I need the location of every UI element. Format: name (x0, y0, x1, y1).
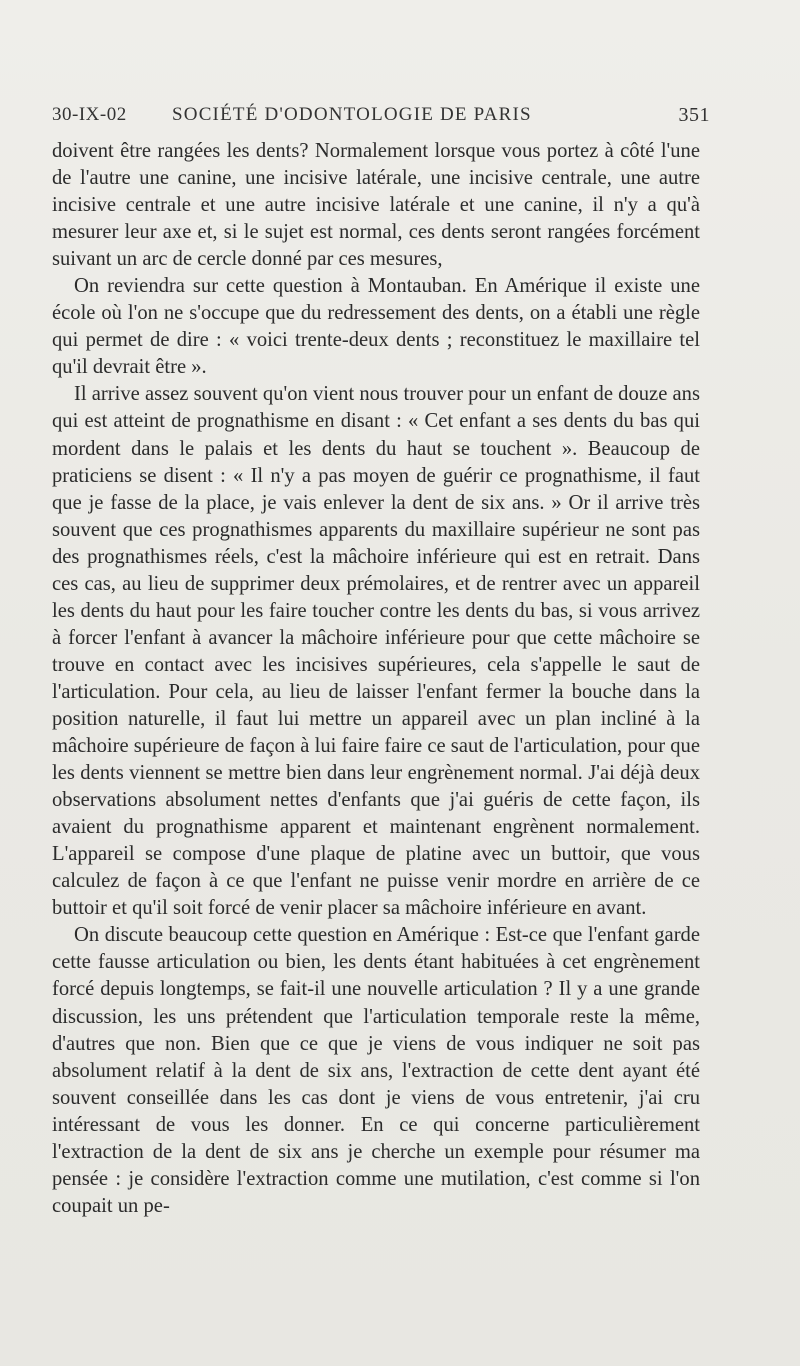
header-date: 30-IX-02 (52, 104, 127, 125)
paragraph-4: On discute beaucoup cette question en Amérique : Est-ce que l'enfant garde cette fausse articulation ou bien, les dents étant habituées à cet engrènement forcé depuis longtemps, se fait-il une nouvelle articulation ? Il y a une grande discussion, les uns prétendent que l'articulation temporale reste la même, d'autres que non. Bien que ce que je viens de vous indiquer ne soit pas absolument relatif à la dent de six ans, l'extraction de cette dent ayant été souvent conseillée dans les cas dont je viens de vous entretenir, j'ai cru intéressant de vous les donner. En ce qui concerne particulièrement l'extraction de la dent de six ans je cherche un exemple pour résumer ma pensée : je considère l'extraction comme une mutilation, c'est comme si l'on coupait un pe- (52, 924, 700, 1217)
paragraph-2: On reviendra sur cette question à Montauban. En Amérique il existe une école où l'on ne s'occupe que du redressement des dents, on a établi une règle qui permet de dire : « voici trente-deux dents ; reconstituez le maxillaire tel qu'il devrait être ». (52, 275, 700, 379)
paragraph-3: Il arrive assez souvent qu'on vient nous trouver pour un enfant de douze ans qui est atteint de prognathisme en disant : « Cet enfant a ses dents du bas qui mordent dans le palais et les dents du haut se touchent ». Beaucoup de praticiens se disent : « Il n'y a pas moyen de guérir ce prognathisme, il faut que je fasse de la place, je vais enlever la dent de six ans. » Or il arrive très souvent que ces prognathismes apparents du maxillaire supérieur ne sont pas des prognathismes réels, c'est la mâchoire inférieure qui est en retrait. Dans ces cas, au lieu de supprimer deux prémolaires, et de rentrer avec un appareil les dents du haut pour les faire toucher contre les dents du bas, si vous arrivez à forcer l'enfant à avancer la mâchoire inférieure pour que cette mâchoire se trouve en contact avec les incisives supérieures, cela s'appelle le saut de l'articulation. Pour cela, au lieu de laisser l'enfant fermer la bouche dans la position naturelle, il faut lui mettre un appareil avec un plan incliné à la mâchoire supérieure de façon à lui faire faire ce saut de l'articulation, pour que les dents viennent se mettre bien dans leur engrènement normal. J'ai déjà deux observations absolument nettes d'enfants que j'ai guéris de cette façon, ils avaient du prognathisme apparent et maintenant engrènent normalement. L'appareil se compose d'une plaque de platine avec un buttoir, que vous calculez de façon à ce que l'enfant ne puisse venir mordre en arrière de ce buttoir et qu'il soit forcé de venir placer sa mâchoire inférieure en avant. (52, 383, 700, 920)
paragraph-1: doivent être rangées les dents? Normalement lorsque vous portez à côté l'une de l'autre une canine, une incisive latérale, une incisive centrale, une autre incisive centrale et une autre incisive latérale et une canine, il n'y a qu'à mesurer leur axe et, si le sujet est normal, ces dents seront rangées forcément suivant un arc de cercle donné par ces mesures, (52, 140, 700, 271)
header-title: SOCIÉTÉ D'ODONTOLOGIE DE PARIS (172, 104, 532, 125)
body-text (52, 138, 700, 1220)
page-number: 351 (678, 104, 710, 126)
running-head (52, 104, 710, 134)
